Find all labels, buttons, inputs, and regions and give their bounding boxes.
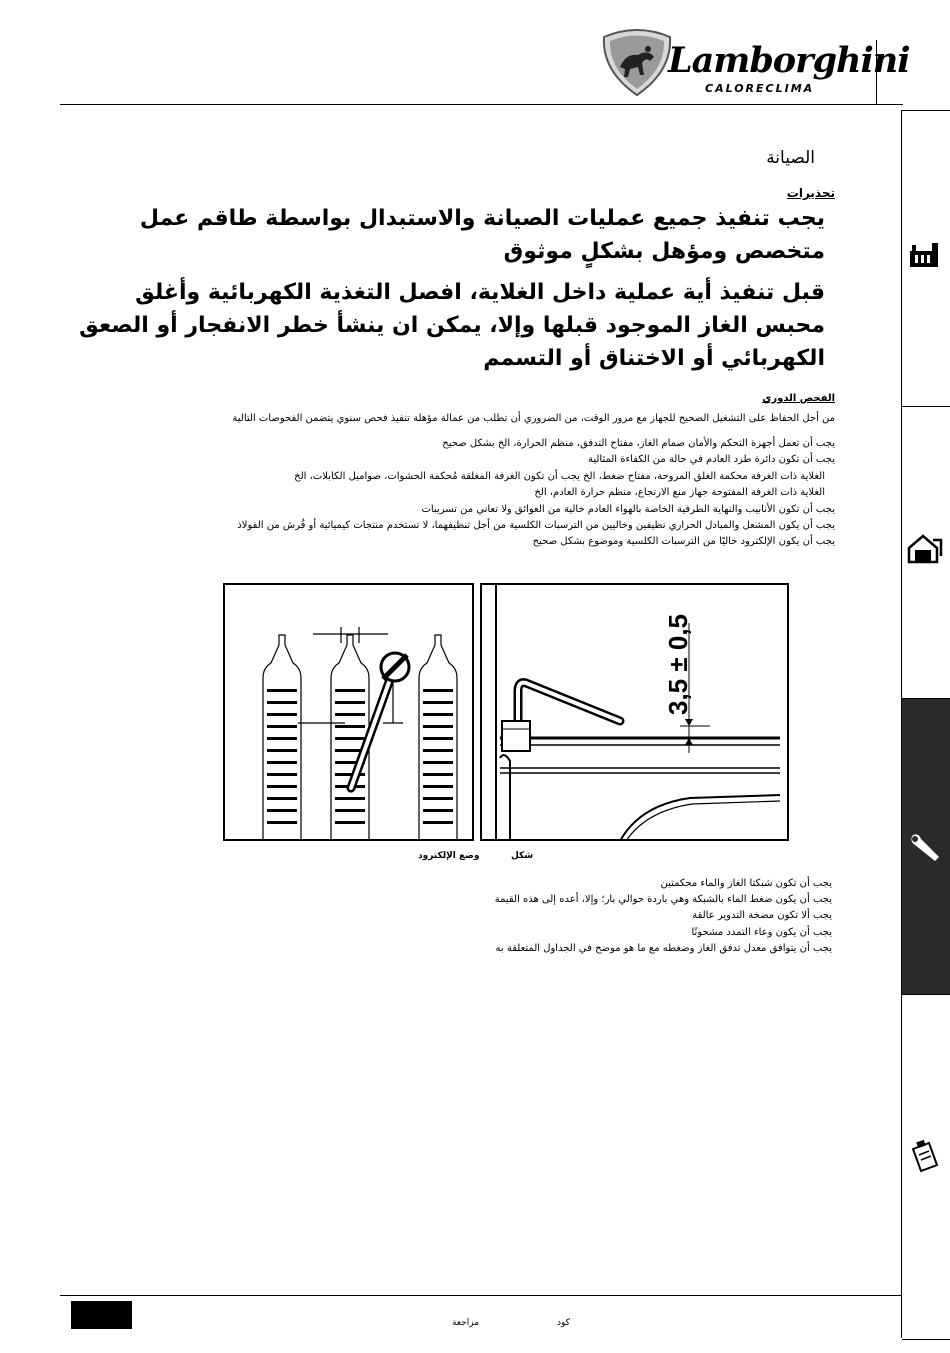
list-item: يجب ألا تكون مضخة التدوير عالقة	[692, 910, 832, 922]
sidebar-tab-boiler[interactable]	[902, 110, 950, 408]
sidebar-tab-installation[interactable]	[902, 406, 950, 700]
sidebar-tab-maintenance[interactable]	[902, 698, 950, 996]
periodic-check-intro: من أجل الحفاظ على التشغيل الصحيح للجهاز مع مرور الوقت، من الضروري أن تطلب من عمالة مؤهلة تنفيذ فحص سنوي يتضمن الفحوصات التالية	[232, 413, 835, 424]
list-item: يجب أن تعمل أجهزة التحكم والأمان صمام الغاز، مفتاح التدفق، منظم الحرارة، الخ بشكل صحيح	[442, 438, 835, 449]
clipboard-icon	[907, 1139, 943, 1173]
list-item: يجب أن يتوافق معدل تدفق الغاز وضغطه مع ما هو موضح في الجداول المتعلقة به	[495, 942, 832, 954]
sidebar-tab-user[interactable]	[902, 994, 950, 1340]
boiler-icon	[907, 239, 943, 273]
footer-code-label: كود	[557, 1318, 570, 1328]
header-vertical-rule	[876, 40, 877, 104]
list-item: يجب أن تكون دائرة طرد العادم في حالة من الكفاءة المثالية	[587, 454, 835, 466]
header-rule	[60, 104, 903, 105]
caption-figure: شكل	[511, 851, 534, 861]
warning-disconnect-power: قبل تنفيذ أية عملية داخل الغلاية، افصل التغذية الكهربائية وأغلق محبس الغاز الموجود قبلها وإلا، يمكن ان ينشأ خطر الانفجار أو الصعق الكهربائي أو الاختناق أو التسمم	[79, 280, 825, 371]
caption-electrode-position: وضع الإلكترود	[418, 851, 480, 861]
list-item: يجب أن يكون ضغط الماء بالشبكة وهي باردة حوالي بار؛ وإلا، أعده إلى هذه القيمة	[494, 894, 832, 906]
section-sidebar	[901, 110, 950, 1338]
brand-wordmark: Lamborghini	[668, 40, 910, 81]
list-item: يجب أن يكون وعاء التمدد مشحونًا	[691, 926, 832, 938]
additional-check-list	[112, 876, 832, 957]
wrench-icon	[907, 831, 943, 865]
list-item: الغلاية ذات الغرفة المفتوحة جهاز منع الارتجاع، منظم حرارة العادم، الخ	[534, 487, 825, 499]
list-item: يجب أن تكون الأنابيب والنهاية الطرفية الخاصة بالهواء العادم خالية من العوائق ولا تعاني من تسريبات	[421, 503, 835, 515]
list-item: الغلاية ذات الغرفة محكمة الغلق المروحة، مفتاح ضغط، الخ يجب أن تكون الغرفة المغلقة مُحكمة الحشوات، صواميل الكابلات، الخ	[294, 470, 825, 482]
page-title: الصيانة	[766, 148, 815, 168]
brand-subtitle: CALORECLIMA	[705, 82, 815, 95]
gap-dimension-label: 3,5 ± 0,5	[663, 613, 693, 715]
footer-rule	[60, 1295, 901, 1296]
list-item: يجب أن تكون شبكتا الغاز والماء محكمتين	[660, 878, 832, 889]
footer-revision-label: مراجعة	[452, 1318, 480, 1328]
periodic-check-heading: الفحص الدوري	[762, 393, 835, 404]
electrode-gap-diagram	[480, 583, 789, 841]
list-item: يجب أن يكون المشعل والمبادل الحراري نظيفين وخاليين من الترسبات الكلسية من أجل تنظيفهما، لا تستخدم منتجات كيميائية أو فُرش من الفولاذ	[237, 520, 835, 532]
page-number-box	[71, 1301, 132, 1329]
list-item: يجب أن يكون الإلكترود خاليًا من الترسبات الكلسية وموضوع بشكل صحيح	[532, 536, 835, 548]
warning-qualified-staff: يجب تنفيذ جميع عمليات الصيانة والاستبدال بواسطة طاقم عمل متخصص ومؤهل بشكلٍ موثوق	[139, 206, 825, 264]
house-installation-icon	[907, 532, 943, 566]
warnings-heading: تحذيرات	[786, 186, 835, 200]
brand-shield-logo	[596, 27, 678, 97]
periodic-check-list	[115, 436, 835, 551]
electrode-position-diagram	[223, 583, 474, 841]
